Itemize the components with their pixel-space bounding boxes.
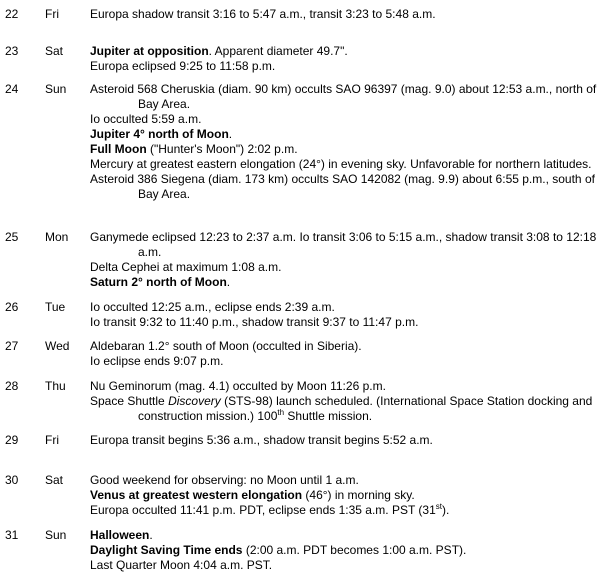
weekday: Mon xyxy=(45,230,69,244)
event xyxy=(90,275,600,290)
events xyxy=(90,473,600,518)
event-highlight: Jupiter at opposition xyxy=(90,44,209,58)
event-text: (46°) in morning sky. xyxy=(302,488,415,502)
ordinal-suffix: th xyxy=(277,408,285,417)
event xyxy=(90,433,600,448)
event-text: . xyxy=(228,127,233,141)
events xyxy=(90,44,600,74)
shuttle-name: Discovery xyxy=(168,394,221,408)
event-text: ). xyxy=(441,503,450,517)
event-text: Aldebaran 1.2° south of Moon (occulted in Siberia). xyxy=(90,339,362,353)
event xyxy=(90,59,600,74)
event-highlight: Full Moon xyxy=(90,142,147,156)
event-text: Delta Cephei at maximum 1:08 a.m. xyxy=(90,260,282,274)
event-highlight: Saturn 2° north of Moon xyxy=(90,275,227,289)
event-text: ("Hunter's Moon") 2:02 p.m. xyxy=(146,142,298,156)
event-text: . Apparent diameter 49.7". xyxy=(208,44,348,58)
date: 24 xyxy=(5,82,19,96)
event-text: Io occulted 5:59 a.m. xyxy=(90,112,202,126)
date: 22 xyxy=(5,7,19,21)
events xyxy=(90,82,600,202)
event xyxy=(90,528,600,543)
event-highlight: Venus at greatest western elongation xyxy=(90,488,303,502)
date: 27 xyxy=(5,339,19,353)
event-text: (2:00 a.m. PDT becomes 1:00 a.m. PST). xyxy=(242,543,467,557)
date: 23 xyxy=(5,44,19,58)
event xyxy=(90,300,600,315)
event xyxy=(90,543,600,558)
events xyxy=(90,230,600,290)
events xyxy=(90,433,600,448)
event-text: Ganymede eclipsed 12:23 to 2:37 a.m. Io transit 3:06 to 5:15 a.m., shadow transit 3:08 to 12:18 a.m. xyxy=(90,230,597,259)
event-text: Europa eclipsed 9:25 to 11:58 p.m. xyxy=(90,59,276,73)
date: 28 xyxy=(5,379,19,393)
weekday: Tue xyxy=(45,300,66,314)
event xyxy=(90,354,600,369)
event-text: Good weekend for observing: no Moon until 1 a.m. xyxy=(90,473,359,487)
event xyxy=(90,339,600,354)
weekday: Sun xyxy=(45,528,67,542)
events xyxy=(90,300,600,330)
event-text: Europa transit begins 5:36 a.m., shadow transit begins 5:52 a.m. xyxy=(90,433,433,447)
event-highlight: Halloween xyxy=(90,528,150,542)
event-text: Space Shuttle xyxy=(90,394,169,408)
event-text: . xyxy=(149,528,153,542)
date: 29 xyxy=(5,433,19,447)
events xyxy=(90,379,600,424)
date: 25 xyxy=(5,230,19,244)
ordinal-suffix: st xyxy=(435,502,442,511)
event-text: . xyxy=(226,275,231,289)
weekday: Fri xyxy=(45,7,59,21)
weekday: Fri xyxy=(45,433,59,447)
event-highlight: Daylight Saving Time ends xyxy=(90,543,243,557)
event xyxy=(90,558,600,573)
event xyxy=(90,503,600,518)
event-text: (STS-98) launch scheduled. (International Space Station docking and construction mission.) 100 xyxy=(138,394,593,423)
events xyxy=(90,339,600,369)
weekday: Thu xyxy=(45,379,66,393)
event xyxy=(90,473,600,488)
weekday: Sat xyxy=(45,44,64,58)
event xyxy=(90,44,600,59)
event-text: Europa occulted 11:41 p.m. PDT, eclipse ends 1:35 a.m. PST (31 xyxy=(90,503,436,517)
event xyxy=(90,82,600,112)
event xyxy=(90,7,600,22)
event xyxy=(90,127,600,142)
event-text: Shuttle mission. xyxy=(284,409,373,423)
event xyxy=(90,488,600,503)
event-text: Mercury at greatest eastern elongation (24°) in evening sky. Unfavorable for northern latitudes. xyxy=(90,157,592,171)
event-text: Io eclipse ends 9:07 p.m. xyxy=(90,354,224,368)
event-text: Asteroid 386 Siegena (diam. 173 km) occults SAO 142082 (mag. 9.9) about 6:55 p.m., south of Bay Area. xyxy=(90,172,595,201)
event-text: Last Quarter Moon 4:04 a.m. PST. xyxy=(90,558,273,572)
event xyxy=(90,394,600,424)
event-text: Io transit 9:32 to 11:40 p.m., shadow transit 9:37 to 11:47 p.m. xyxy=(90,315,419,329)
events xyxy=(90,528,600,573)
event-text: Europa shadow transit 3:16 to 5:47 a.m., transit 3:23 to 5:48 a.m. xyxy=(90,7,436,21)
weekday: Sat xyxy=(45,473,64,487)
weekday: Sun xyxy=(45,82,67,96)
event-highlight: Jupiter 4° north of Moon xyxy=(90,127,229,141)
date: 30 xyxy=(5,473,19,487)
weekday: Wed xyxy=(45,339,70,353)
event xyxy=(90,379,600,394)
event xyxy=(90,230,600,260)
event xyxy=(90,157,600,172)
events xyxy=(90,7,600,22)
event xyxy=(90,112,600,127)
date: 26 xyxy=(5,300,19,314)
event-text: Nu Geminorum (mag. 4.1) occulted by Moon 11:26 p.m. xyxy=(90,379,386,393)
event xyxy=(90,260,600,275)
event-text: Asteroid 568 Cheruskia (diam. 90 km) occults SAO 96397 (mag. 9.0) about 12:53 a.m., north of Bay Area. xyxy=(90,82,597,111)
event xyxy=(90,142,600,157)
event-text: Io occulted 12:25 a.m., eclipse ends 2:39 a.m. xyxy=(90,300,335,314)
event xyxy=(90,315,600,330)
date: 31 xyxy=(5,528,19,542)
event xyxy=(90,172,600,202)
